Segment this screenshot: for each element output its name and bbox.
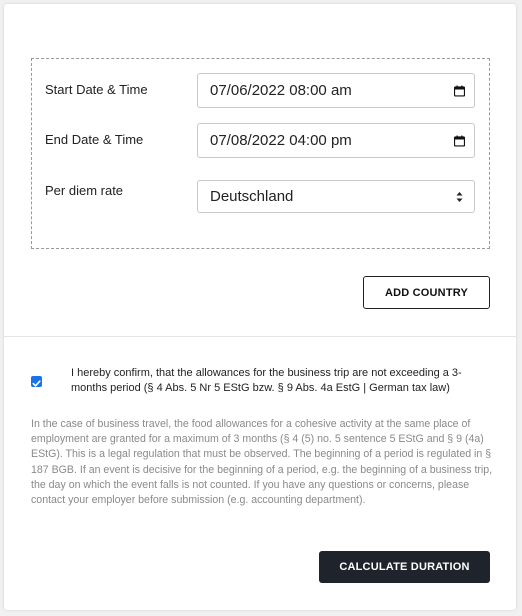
end-date-value: 07/08/2022 04:00 pm xyxy=(210,132,352,149)
start-date-input[interactable] xyxy=(197,73,475,108)
checkmark-icon xyxy=(31,378,42,389)
calculate-duration-button[interactable]: CALCULATE DURATION xyxy=(319,551,490,583)
trip-form-card xyxy=(4,4,516,610)
legal-notice: In the case of business travel, the food allowances for a cohesive activity at the same place of employment are granted for a maximum of 3 months (§ 4 (5) no. 5 sentence 5 EStG and § 9 (4a) EStG). This is a legal regulation that must be observed. The beginning of a period is regulated in § 187 BGB. If an event is decisive for the beginning of a period, e.g. the beginning of a business trip, the day on which the event falls is not counted. If you have any questions or concerns, please contact your employer before submission (e.g. accounting department). xyxy=(31,418,493,507)
calendar-icon[interactable] xyxy=(454,135,465,146)
confirm-text: I hereby confirm, that the allowances for the business trip are not exceeding a 3-months period (§ 4 Abs. 5 Nr 5 EStG bzw. § 9 Abs. 4a EstG | German tax law) xyxy=(71,367,462,394)
end-date-label: End Date & Time xyxy=(45,132,144,147)
end-date-input[interactable] xyxy=(197,123,475,158)
per-diem-select[interactable] xyxy=(197,180,475,213)
confirm-checkbox[interactable] xyxy=(31,376,42,387)
per-diem-label: Per diem rate xyxy=(45,183,124,198)
add-country-button[interactable]: ADD COUNTRY xyxy=(363,276,490,309)
select-arrows-icon xyxy=(454,191,465,202)
per-diem-value: Deutschland xyxy=(210,188,294,205)
calendar-icon[interactable] xyxy=(454,85,465,96)
start-date-label: Start Date & Time xyxy=(45,82,148,97)
start-date-value: 07/06/2022 08:00 am xyxy=(210,82,352,99)
section-divider xyxy=(4,336,516,337)
